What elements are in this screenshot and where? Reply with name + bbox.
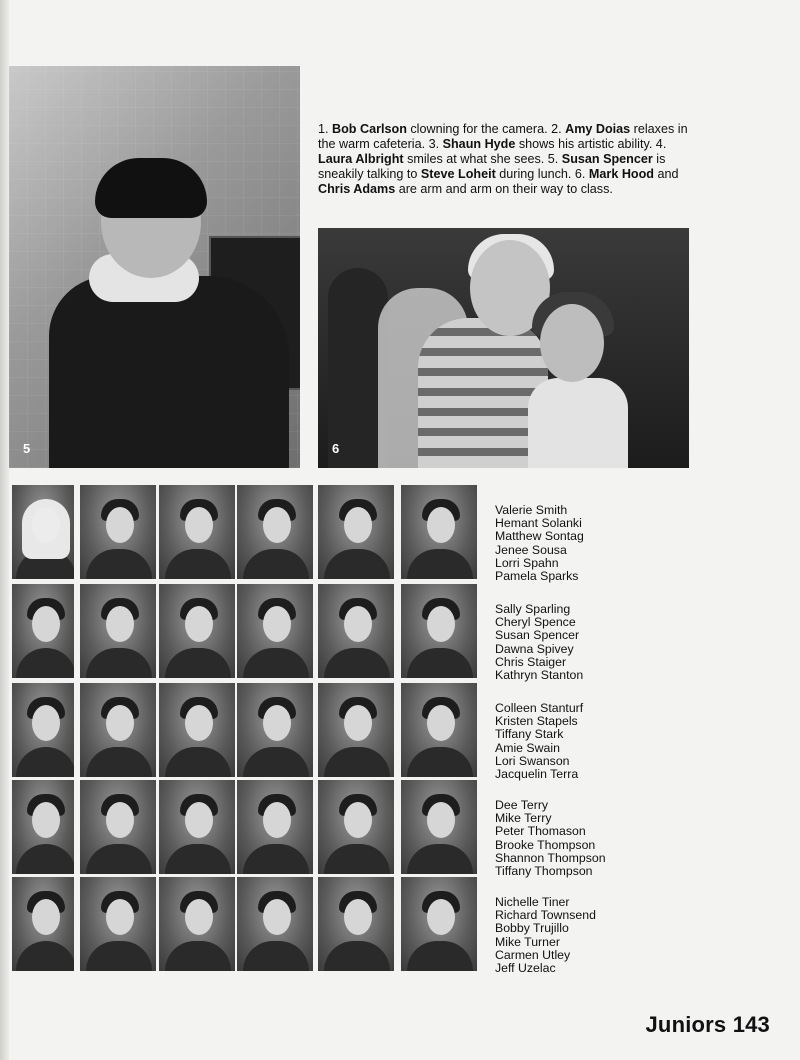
caption-text: during lunch. 6.: [495, 167, 589, 181]
portrait-shoulders: [16, 844, 74, 874]
student-name-list: [495, 504, 655, 583]
student-portrait: [237, 780, 313, 874]
portrait-face: [32, 899, 60, 935]
student-name: Valerie Smith: [495, 503, 568, 517]
portrait-face: [427, 507, 455, 543]
page-binding-edge: [0, 0, 9, 1060]
portrait-shoulders: [86, 747, 152, 777]
student-name-list: [495, 896, 655, 975]
portrait-face: [106, 606, 134, 642]
student-name: Shannon Thompson: [495, 850, 606, 865]
student-portrait: [318, 683, 394, 777]
portrait-shoulders: [324, 941, 390, 971]
portrait-shoulders: [86, 941, 152, 971]
caption-text: shows his artistic ability. 4.: [515, 137, 667, 151]
portrait-shoulders: [165, 941, 231, 971]
portrait-face: [185, 899, 213, 935]
portrait-face: [344, 606, 372, 642]
caption-text: and: [654, 167, 679, 181]
portrait-shoulders: [407, 648, 473, 678]
student-name: Tiffany Stark: [495, 727, 564, 742]
student-portrait: [237, 877, 313, 971]
portrait-face: [344, 705, 372, 741]
student-portrait: [12, 877, 74, 971]
student-name-list: [495, 799, 655, 878]
portrait-face: [344, 899, 372, 935]
student-name: Tiffany Thompson: [495, 864, 593, 879]
student-name: Kathryn Stanton: [495, 668, 584, 683]
caption-text: clowning for the camera. 2.: [406, 122, 566, 136]
caption-name: Steve Loheit: [420, 167, 496, 181]
student-portrait: [80, 683, 156, 777]
caption-text: are arm and arm on their way to class.: [395, 182, 613, 196]
student-portrait: [12, 584, 74, 678]
portrait-shoulders: [16, 648, 74, 678]
student-name: Kristen Stapels: [495, 714, 578, 729]
page-number: 143: [732, 1012, 770, 1037]
portrait-face: [32, 507, 60, 543]
portrait-shoulders: [86, 648, 152, 678]
section-title: Juniors: [645, 1012, 727, 1037]
portrait-shoulders: [16, 941, 74, 971]
portrait-face: [106, 705, 134, 741]
portrait-shoulders: [243, 648, 309, 678]
portrait-shoulders: [243, 549, 309, 579]
portrait-face: [106, 507, 134, 543]
caption-text: smiles at what she sees. 5.: [403, 152, 562, 166]
portrait-face: [185, 606, 213, 642]
student-portrait: [318, 584, 394, 678]
student-portrait: [237, 683, 313, 777]
student-portrait: [159, 877, 235, 971]
portrait-shoulders: [86, 844, 152, 874]
student-name-list: [495, 702, 655, 781]
student-name: Dee Terry: [495, 798, 549, 812]
portrait-face: [263, 606, 291, 642]
student-portrait: [80, 485, 156, 579]
hair: [95, 158, 207, 218]
photo-number: 5: [23, 441, 31, 456]
student-portrait: [159, 683, 235, 777]
portrait-shoulders: [165, 549, 231, 579]
portrait-face: [106, 899, 134, 935]
student-name: Jeff Uzelac: [495, 961, 556, 976]
student-name: Colleen Stanturf: [495, 701, 584, 715]
portrait-face: [427, 899, 455, 935]
caption-text: is sneakily talking to: [318, 152, 666, 181]
portrait-shoulders: [243, 941, 309, 971]
portrait-shoulders: [86, 549, 152, 579]
portrait-row: [12, 877, 482, 971]
student-portrait: [401, 584, 477, 678]
page-footer: [646, 1012, 771, 1038]
caption-name: Laura Albright: [318, 152, 404, 166]
photo-6: [318, 228, 689, 468]
portrait-row: [12, 683, 482, 777]
portrait-face: [32, 705, 60, 741]
portrait-face: [427, 802, 455, 838]
portrait-shoulders: [324, 747, 390, 777]
student-portrait: [12, 485, 74, 579]
student-portrait: [237, 584, 313, 678]
portrait-shoulders: [324, 549, 390, 579]
student-portrait: [401, 780, 477, 874]
portrait-shoulders: [407, 844, 473, 874]
portrait-shoulders: [165, 747, 231, 777]
student-portrait: [12, 780, 74, 874]
student-name: Nichelle Tiner: [495, 895, 570, 909]
student-name: Mike Terry: [495, 811, 552, 826]
coat: [49, 276, 289, 468]
student-portrait: [159, 780, 235, 874]
caption-name: Chris Adams: [318, 182, 396, 196]
student-name: Pamela Sparks: [495, 569, 579, 584]
portrait-face: [263, 705, 291, 741]
caption-name: Susan Spencer: [561, 152, 653, 166]
caption-name: Shaun Hyde: [442, 137, 516, 151]
portrait-face: [263, 507, 291, 543]
student-name: Sally Sparling: [495, 602, 571, 616]
student-name: Hemant Solanki: [495, 516, 582, 531]
student-name: Matthew Sontag: [495, 529, 584, 544]
student-name: Cheryl Spence: [495, 615, 576, 630]
portrait-shoulders: [324, 648, 390, 678]
photo-5: [9, 66, 300, 468]
caption-text: relaxes in the warm cafeteria. 3.: [318, 122, 688, 151]
portrait-face: [263, 802, 291, 838]
caption-text: 1.: [318, 122, 333, 136]
student-name: Amie Swain: [495, 740, 560, 755]
student-name: Mike Turner: [495, 934, 560, 949]
portrait-face: [344, 802, 372, 838]
photo-number: 6: [332, 441, 340, 456]
portrait-shoulders: [243, 747, 309, 777]
student-portrait: [80, 584, 156, 678]
portrait-shoulders: [324, 844, 390, 874]
caption-name: Bob Carlson: [332, 122, 407, 136]
head: [540, 304, 604, 382]
student-name-list: [495, 603, 655, 682]
portrait-row: [12, 780, 482, 874]
student-portrait: [159, 485, 235, 579]
student-name: Peter Thomason: [495, 824, 586, 839]
portrait-face: [263, 899, 291, 935]
portrait-shoulders: [16, 747, 74, 777]
student-portrait: [12, 683, 74, 777]
student-name: Jenee Sousa: [495, 542, 567, 557]
student-name: Richard Townsend: [495, 908, 596, 923]
student-portrait: [401, 485, 477, 579]
sweater: [528, 378, 628, 468]
portrait-row: [12, 584, 482, 678]
caption-name: Amy Doias: [565, 122, 631, 136]
portrait-shoulders: [407, 941, 473, 971]
student-name: Jacquelin Terra: [495, 767, 579, 782]
student-name: Bobby Trujillo: [495, 921, 569, 936]
student-portrait: [318, 780, 394, 874]
caption-name: Mark Hood: [588, 167, 654, 181]
student-portrait: [401, 877, 477, 971]
portrait-shoulders: [407, 549, 473, 579]
photo-caption: [318, 122, 698, 197]
student-name: Dawna Spivey: [495, 641, 574, 656]
portrait-shoulders: [243, 844, 309, 874]
student-name: Lorri Spahn: [495, 555, 559, 570]
portrait-face: [185, 802, 213, 838]
portrait-shoulders: [407, 747, 473, 777]
portrait-face: [185, 705, 213, 741]
student-portrait: [318, 877, 394, 971]
student-name: Chris Staiger: [495, 654, 567, 669]
student-portrait: [401, 683, 477, 777]
student-portrait: [80, 780, 156, 874]
student-name: Brooke Thompson: [495, 837, 596, 852]
student-portrait: [80, 877, 156, 971]
student-portrait: [159, 584, 235, 678]
portrait-face: [106, 802, 134, 838]
portrait-shoulders: [165, 648, 231, 678]
portrait-face: [32, 606, 60, 642]
portrait-face: [427, 705, 455, 741]
portrait-shoulders: [165, 844, 231, 874]
student-name: Carmen Utley: [495, 947, 571, 962]
student-name: Lori Swanson: [495, 753, 570, 768]
portrait-face: [427, 606, 455, 642]
portrait-face: [32, 802, 60, 838]
student-name: Susan Spencer: [495, 628, 580, 643]
portrait-row: [12, 485, 482, 579]
student-portrait: [237, 485, 313, 579]
portrait-face: [344, 507, 372, 543]
student-portrait: [318, 485, 394, 579]
portrait-face: [185, 507, 213, 543]
